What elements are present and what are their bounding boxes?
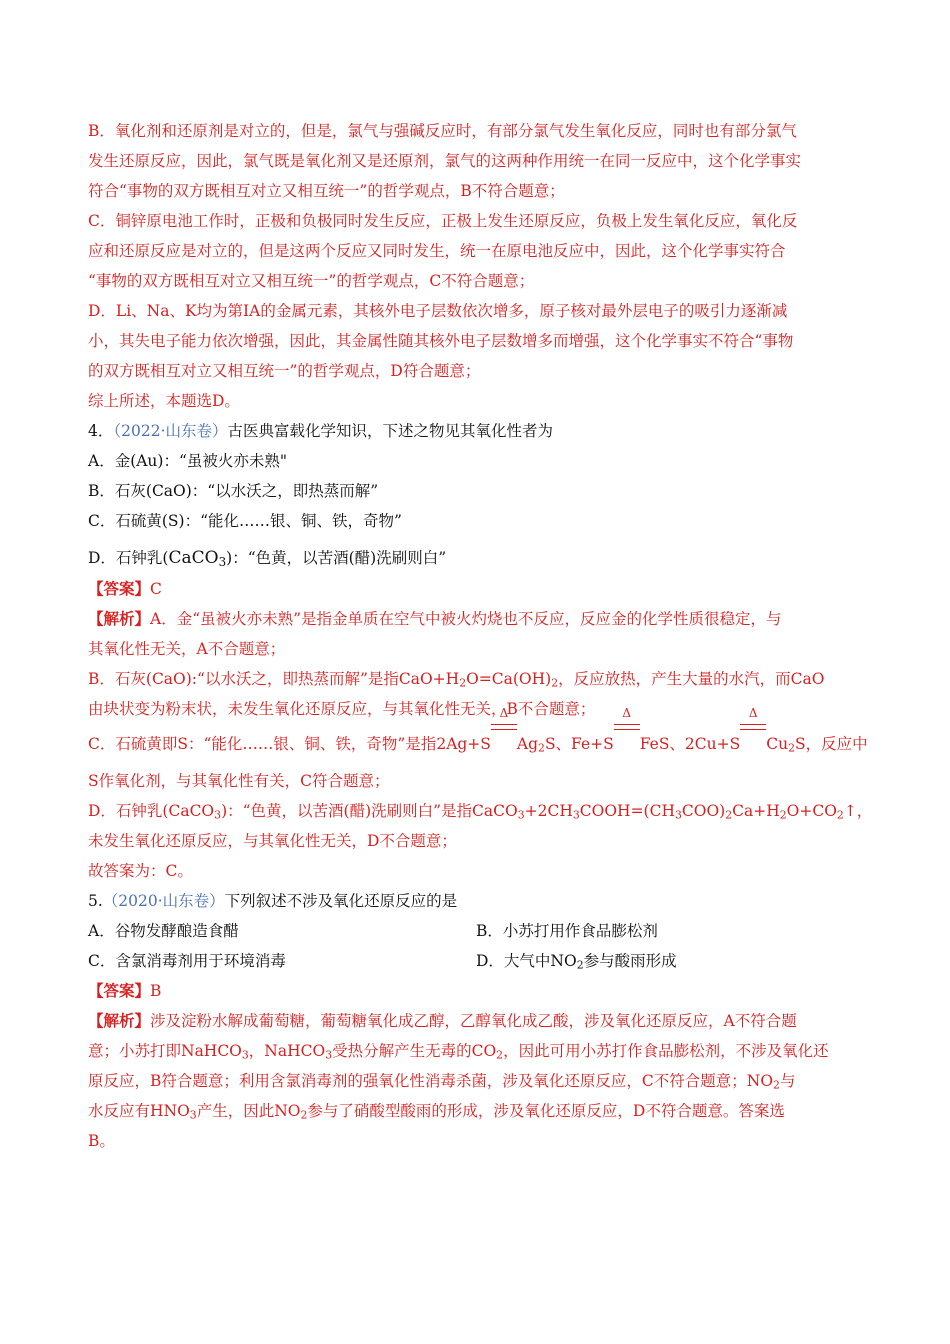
q4-explanation-c-line1: C．石硫黄即S：“能化……银、铜、铁，奇物”是指2Ag+SΔ $Ag_2S$、Fe+SΔ FeS、2Cu+SΔ $Cu_2S$，反应中 — [88, 724, 866, 766]
q4-option-a: A．金(Au)：“虽被火亦未熟" — [88, 452, 288, 470]
q4-explanation-a-line2: 其氧化性无关，A不合题意； — [88, 640, 286, 658]
q3-explanation-d-line3: 的双方既相互对立又相互统一”的哲学观点，D符合题意； — [88, 362, 481, 380]
q3-explanation-c-line1: C．铜锌原电池工作时，正极和负极同时发生反应，正极上发生还原反应，负极上发生氧化反应，氧化反 — [88, 212, 798, 230]
q4-explanation-b-line1: B．石灰(CaO):“以水沃之，即热蒸而解”是指$CaO+H_2O=Ca(OH)_2$，反应放热，产生大量的水汽，而CaO — [88, 670, 825, 690]
q4-stem-text: 古医典富载化学知识，下述之物见其氧化性者为 — [227, 422, 554, 440]
q4-explanation-label: 【解析】 — [88, 609, 151, 628]
q4-explanation-d-line1: D．石钟乳(CaCO$_3$)：“色黄，以苦酒(醋)洗刷则白”是指$CaCO_3+2CH_3COOH=(CH_3COO)_2Ca+H_2O+CO_2↑$， — [88, 802, 873, 822]
heating-condition-sign — [491, 724, 517, 764]
q5-stem-text: 下列叙述不涉及氧化还原反应的是 — [224, 892, 458, 910]
q4-option-b: B．石灰(CaO)：“以水沃之，即热蒸而解” — [88, 482, 379, 500]
q5-option-c: C．含氯消毒剂用于环境消毒 — [88, 952, 286, 970]
q4-final-answer: 故答案为：C。 — [88, 862, 193, 880]
q4-number: 4． — [88, 422, 114, 440]
q5-stem — [88, 886, 866, 916]
q4-answer-label: 【答案】 — [88, 579, 151, 598]
q5-explanation-line4: 水反应有$HNO_3$产生，因此$NO_2$参与了硝酸型酸雨的形成，涉及氧化还原反应，D不符合题意。答案选 — [88, 1102, 785, 1122]
q3-summary: 综上所述，本题选D。 — [88, 392, 240, 410]
q5-option-a: A．谷物发酵酿造食醋 — [88, 922, 239, 940]
q5-answer — [88, 976, 866, 1006]
q3-explanation-c-line2: 应和还原反应是对立的，但是这两个反应又同时发生，统一在原电池反应中，因此，这个化学事实符合 — [88, 242, 786, 260]
q4-stem — [88, 416, 866, 446]
q4-option-c: C．石硫黄(S)：“能化……银、铜、铁，奇物” — [88, 512, 402, 530]
q3-explanation-d-line2: 小，其失电子能力依次增强，因此，其金属性随其核外电子层数增多而增强，这个化学事实不符合“事物 — [88, 332, 794, 350]
q4-source: （2022·山东卷） — [113, 422, 228, 440]
q5-explanation-line3: 原反应，B符合题意；利用含氯消毒剂的强氧化性消毒杀菌，涉及氧化还原反应，C不符合题意；$NO_2$与 — [88, 1072, 796, 1092]
q5-explanation-line2: 意；小苏打即NaHCO$_3$，NaHCO$_3$受热分解产生无毒的$CO_2$，因此可用小苏打作食品膨松剂，不涉及氧化还 — [88, 1042, 829, 1062]
q4-explanation-b-line2: 由块状变为粉末状，未发生氧化还原反应，与其氧化性无关，B不合题意； — [88, 700, 596, 718]
q4-explanation-a-line1: 【解析】A．金“虽被火亦未熟”是指金单质在空气中被火灼烧也不反应，反应金的化学性质很稳定，与 — [88, 609, 782, 628]
q3-explanation-b-line3: 符合“事物的双方既相互对立又相互统一”的哲学观点，B不符合题意； — [88, 182, 565, 200]
q5-explanation-line1: 【解析】涉及淀粉水解成葡萄糖，葡萄糖氧化成乙醇，乙醇氧化成乙酸，涉及氧化还原反应，A不符合题 — [88, 1011, 797, 1030]
heating-condition-sign — [740, 724, 766, 764]
q4-option-d-formula: CaCO$_3$ — [168, 548, 227, 569]
q3-explanation-c-line3: “事物的双方既相互对立又相互统一”的哲学观点，C不符合题意； — [88, 272, 535, 290]
q3-explanation-b-line1: B．氧化剂和还原剂是对立的，但是，氯气与强碱反应时，有部分氯气发生氧化反应，同时也有部分氯气 — [88, 122, 797, 140]
q4-explanation-c-line2: S作氧化剂，与其氧化性有关，C符合题意； — [88, 772, 390, 790]
q5-explanation-line5: B。 — [88, 1132, 115, 1150]
q4-answer-value: C — [150, 580, 162, 598]
q4-option-d: D．石钟乳(CaCO$_3$)：“色黄，以苦酒(醋)洗刷则白” — [88, 548, 447, 569]
document-content — [88, 116, 873, 1156]
q5-answer-label: 【答案】 — [88, 981, 151, 1000]
heating-condition-sign — [614, 724, 640, 764]
q3-explanation-d-line1: D．Li、Na、K均为第ⅠA的金属元素，其核外电子层数依次增多，原子核对最外层电子的吸引力逐渐减 — [88, 302, 788, 320]
q5-options-row1 — [88, 916, 866, 946]
q4-answer — [88, 574, 866, 604]
q3-explanation-b-line2: 发生还原反应，因此，氯气既是氧化剂又是还原剂，氯气的这两种作用统一在同一反应中，这个化学事实 — [88, 152, 802, 170]
q5-answer-value: B — [150, 982, 162, 1000]
q5-number: 5. — [88, 892, 103, 910]
q5-explanation-label: 【解析】 — [88, 1011, 151, 1030]
q5-option-b: B．小苏打用作食品膨松剂 — [476, 922, 658, 940]
q5-options-row2 — [88, 946, 866, 976]
q4-explanation-d-line2: 未发生氧化还原反应，与其氧化性无关，D不合题意； — [88, 832, 457, 850]
q5-source: （2020·山东卷） — [102, 892, 225, 910]
q5-option-d: D．大气中$NO_2$参与酸雨形成 — [476, 952, 677, 972]
